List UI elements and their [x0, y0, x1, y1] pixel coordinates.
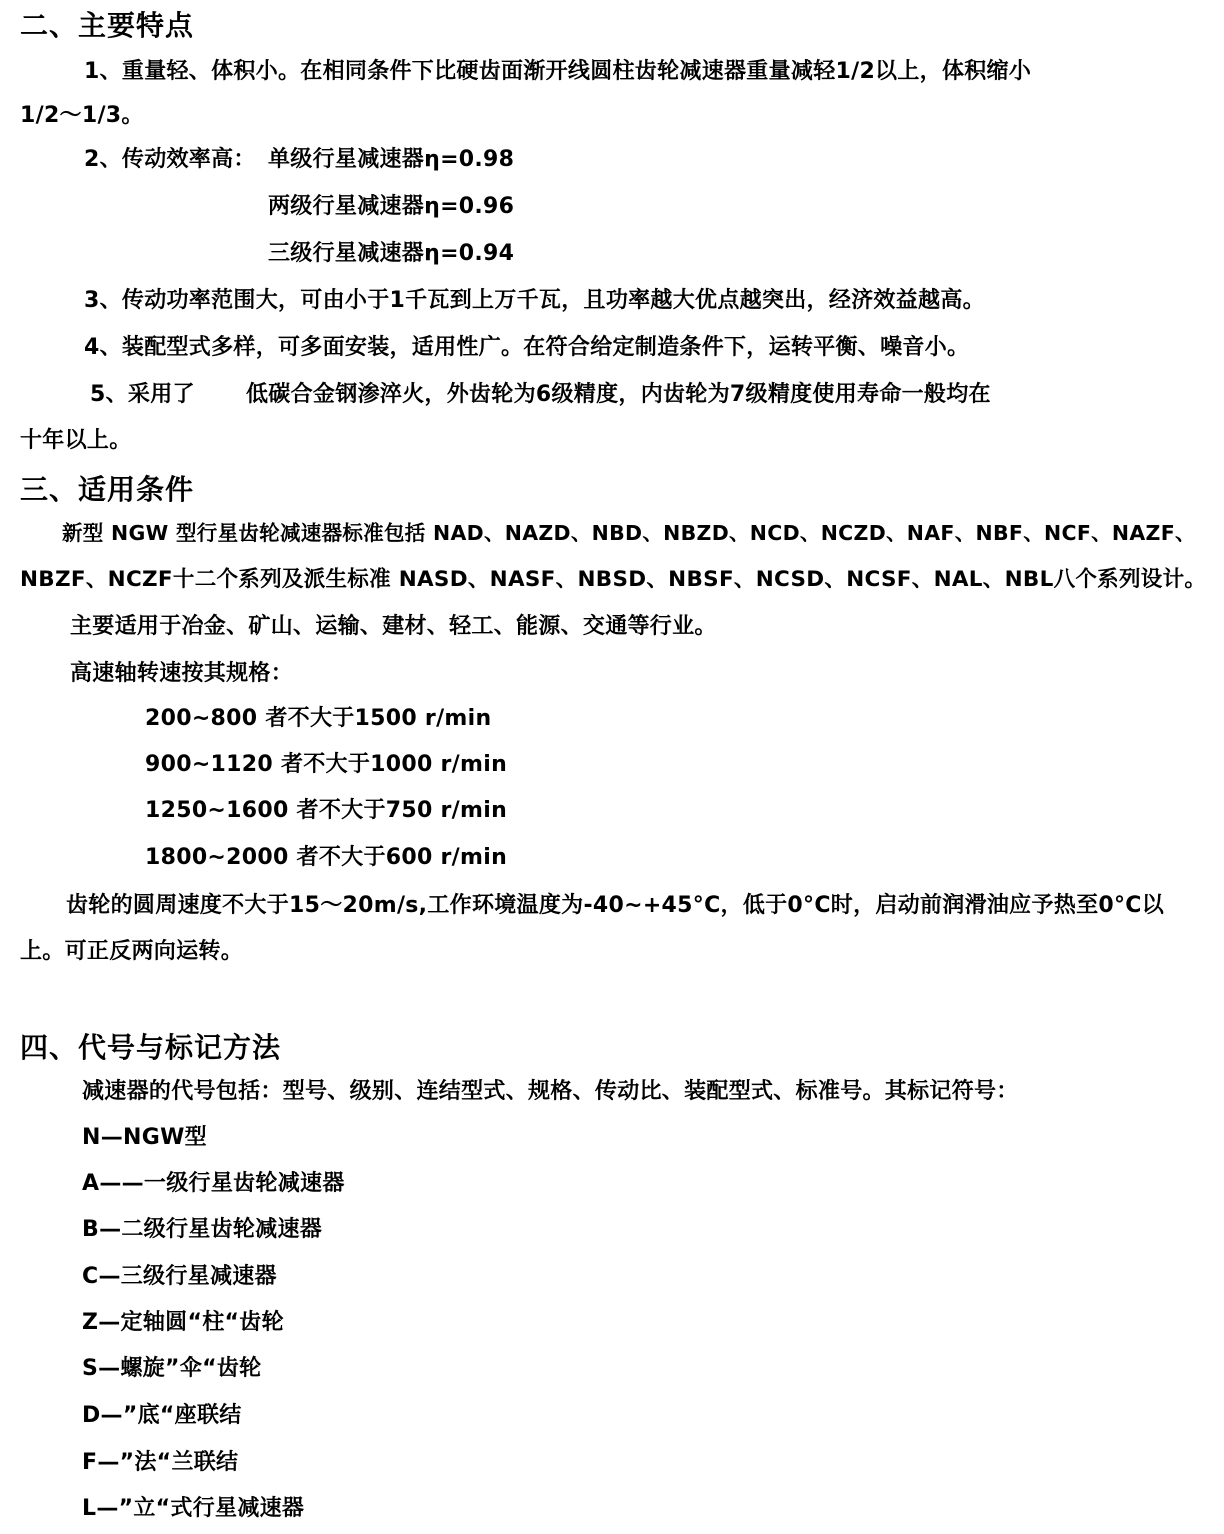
- feature-1-line-1: 1、重量轻、体积小。在相同条件下比硬齿面渐开线圆柱齿轮减速器重量减轻1/2以上，体积缩小: [84, 59, 1032, 84]
- code-item: F—”法“兰联结: [82, 1450, 239, 1475]
- code-item: S—螺旋”伞“齿轮: [82, 1356, 262, 1381]
- speed-spec-2: 900~1120 者不大于1000 r/min: [145, 752, 508, 777]
- feature-5-part-3: 十年以上。: [20, 428, 132, 453]
- operating-conditions-line-1: 齿轮的圆周速度不大于15～20m/s,工作环境温度为-40~+45°C，低于0°C时，启动前润滑油应予热至0°C以: [66, 893, 1165, 918]
- feature-5-part-2: 低碳合金钢渗淬火，外齿轮为6级精度，内齿轮为7级精度使用寿命一般均在: [246, 382, 991, 407]
- code-item: L—”立“式行星减速器: [82, 1496, 305, 1521]
- code-item: D—”底“座联结: [82, 1403, 242, 1428]
- section-2-heading: 二、主要特点: [20, 9, 195, 42]
- section-3-heading: 三、适用条件: [20, 473, 195, 506]
- section-4-heading: 四、代号与标记方法: [20, 1031, 282, 1064]
- code-item: C—三级行星减速器: [82, 1264, 277, 1289]
- efficiency-two-stage: 两级行星减速器η=0.96: [268, 194, 515, 219]
- efficiency-single-stage: 单级行星减速器η=0.98: [268, 147, 515, 172]
- operating-conditions-line-2: 上。可正反两向运转。: [20, 939, 244, 964]
- feature-1-line-2: 1/2～1/3。: [20, 103, 144, 128]
- feature-4: 4、装配型式多样，可多面安装，适用性广。在符合给定制造条件下，运转平衡、噪音小。: [84, 335, 970, 360]
- standards-line-1: 新型 NGW 型行星齿轮减速器标准包括 NAD、NAZD、NBD、NBZD、NCD、NCZD、NAF、NBF、NCF、NAZF、: [62, 521, 1196, 545]
- code-item: Z—定轴圆“柱“齿轮: [82, 1310, 284, 1335]
- feature-5-part-1: 5、采用了: [90, 382, 195, 407]
- feature-3: 3、传动功率范围大，可由小于1千瓦到上万千瓦，且功率越大优点越突出，经济效益越高。: [84, 288, 985, 313]
- code-item: N—NGW型: [82, 1125, 207, 1150]
- high-speed-shaft-label: 高速轴转速按其规格：: [70, 661, 294, 686]
- code-item: A——一级行星齿轮减速器: [82, 1171, 345, 1196]
- applicable-industries: 主要适用于冶金、矿山、运输、建材、轻工、能源、交通等行业。: [70, 614, 717, 639]
- code-item: B—二级行星齿轮减速器: [82, 1217, 323, 1242]
- standards-line-2: NBZF、NCZF十二个系列及派生标准 NASD、NASF、NBSD、NBSF、NCSD、NCSF、NAL、NBL八个系列设计。: [20, 567, 1207, 592]
- efficiency-three-stage: 三级行星减速器η=0.94: [268, 241, 515, 266]
- speed-spec-4: 1800~2000 者不大于600 r/min: [145, 845, 508, 870]
- designation-intro: 减速器的代号包括：型号、级别、连结型式、规格、传动比、装配型式、标准号。其标记符号：: [82, 1079, 1019, 1104]
- feature-2-label: 2、传动效率高：: [84, 147, 256, 172]
- speed-spec-1: 200~800 者不大于1500 r/min: [145, 706, 492, 731]
- speed-spec-3: 1250~1600 者不大于750 r/min: [145, 798, 508, 823]
